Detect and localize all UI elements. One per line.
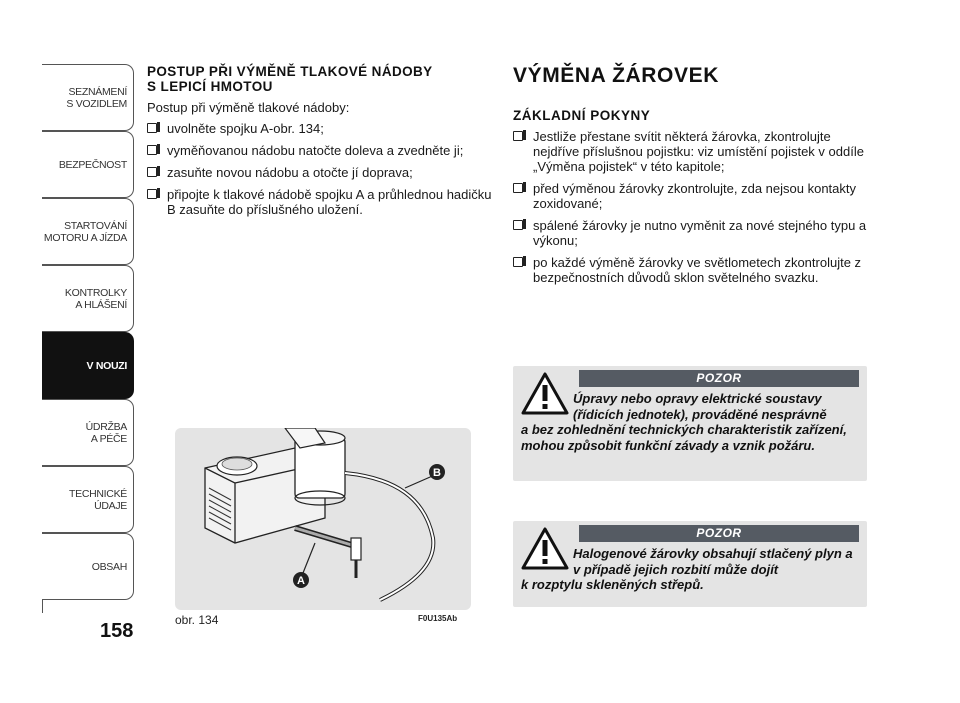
side-tabs <box>42 64 134 600</box>
compressor-drawing <box>175 428 471 610</box>
section-heading-line2: S LEPICÍ HMOTOU <box>147 79 273 94</box>
tab-v-nouzi[interactable]: V NOUZI <box>42 332 134 399</box>
checkbox-bullet-icon <box>513 220 523 230</box>
warning-triangle-icon <box>521 372 569 415</box>
tab-startovani[interactable]: STARTOVÁNÍ MOTORU A JÍZDA <box>42 198 134 265</box>
list-item-text: vyměňovanou nádobu natočte doleva a zvedněte ji; <box>167 143 464 158</box>
warning-text-rest: a bez zohlednění technických charakteristik zařízení, mohou způsobit funkční závady a vznik požáru. <box>521 422 847 453</box>
figure-code: F0U135Ab <box>418 614 458 623</box>
list-item-text: uvolněte spojku A-obr. 134; <box>167 121 324 136</box>
guidelines-list <box>513 129 870 285</box>
warning-text-rest: k rozptylu skleněných střepů. <box>521 577 704 592</box>
checkbox-bullet-icon <box>513 257 523 267</box>
page-number: 158 <box>100 620 134 642</box>
checkbox-bullet-icon <box>147 189 157 199</box>
right-column <box>513 64 870 292</box>
warning-box <box>513 521 867 607</box>
tab-udrzba[interactable]: ÚDRŽBA A PÉČE <box>42 399 134 466</box>
tab-obsah[interactable]: OBSAH <box>42 533 134 600</box>
list-item-text: připojte k tlakové nádobě spojku A a průhlednou hadičku B zasuňte do příslušného uložení. <box>167 187 492 217</box>
tab-bezpecnost[interactable]: BEZPEČNOST <box>42 131 134 198</box>
tab-seznameni[interactable]: SEZNÁMENÍ S VOZIDLEM <box>42 64 134 131</box>
list-item <box>147 143 492 158</box>
compressor-illustration <box>175 428 471 610</box>
checkbox-bullet-icon <box>147 123 157 133</box>
label-a: A <box>297 575 305 587</box>
left-column <box>147 64 492 224</box>
tab-kontrolky[interactable]: KONTROLKY A HLÁŠENÍ <box>42 265 134 332</box>
list-item-text: spálené žárovky je nutno vyměnit za nové stejného typu a výkonu; <box>533 218 867 248</box>
subsection-heading: ZÁKLADNÍ POKYNY <box>513 108 651 123</box>
list-item <box>513 181 870 211</box>
list-item-text: před výměnou žárovky zkontrolujte, zda nejsou kontakty zoxidované; <box>533 181 857 211</box>
warning-triangle-icon <box>521 527 569 570</box>
list-item <box>147 121 492 136</box>
section-heading-line1: POSTUP PŘI VÝMĚNĚ TLAKOVÉ NÁDOBY <box>147 64 433 79</box>
checkbox-bullet-icon <box>513 131 523 141</box>
checkbox-bullet-icon <box>513 183 523 193</box>
warning-text-first: Úpravy nebo opravy elektrické soustavy (řídicích jednotek), prováděné nesprávně <box>573 391 827 422</box>
warning-text <box>521 546 859 593</box>
intro-text: Postup při výměně tlakové nádoby: <box>147 100 350 115</box>
tab-technicke[interactable]: TECHNICKÉ ÚDAJE <box>42 466 134 533</box>
list-item <box>513 255 870 285</box>
warning-box <box>513 366 867 481</box>
list-item <box>513 218 870 248</box>
warning-label: POZOR <box>579 370 859 387</box>
figure-caption: obr. 134 <box>175 613 219 627</box>
warning-text-first: Halogenové žárovky obsahují stlačený plyn a v případě jejich rozbití může dojít <box>573 546 853 577</box>
list-item <box>513 129 870 174</box>
checkbox-bullet-icon <box>147 145 157 155</box>
warning-text <box>521 391 859 453</box>
procedure-list <box>147 121 492 217</box>
label-b: B <box>433 467 441 479</box>
list-item <box>147 187 492 217</box>
list-item-text: zasuňte novou nádobu a otočte jí doprava; <box>167 165 413 180</box>
list-item-text: po každé výměně žárovky ve světlometech zkontrolujte z bezpečnostních důvodů sklon světelného svazku. <box>533 255 862 285</box>
page-title: VÝMĚNA ŽÁROVEK <box>513 64 719 87</box>
warning-label: POZOR <box>579 525 859 542</box>
list-item <box>147 165 492 180</box>
list-item-text: Jestliže přestane svítit některá žárovka, zkontrolujte nejdříve příslušnou pojistku: viz umístění pojistek v oddíle „Výměna pojistek“ v této kapitole; <box>533 129 864 174</box>
checkbox-bullet-icon <box>147 167 157 177</box>
